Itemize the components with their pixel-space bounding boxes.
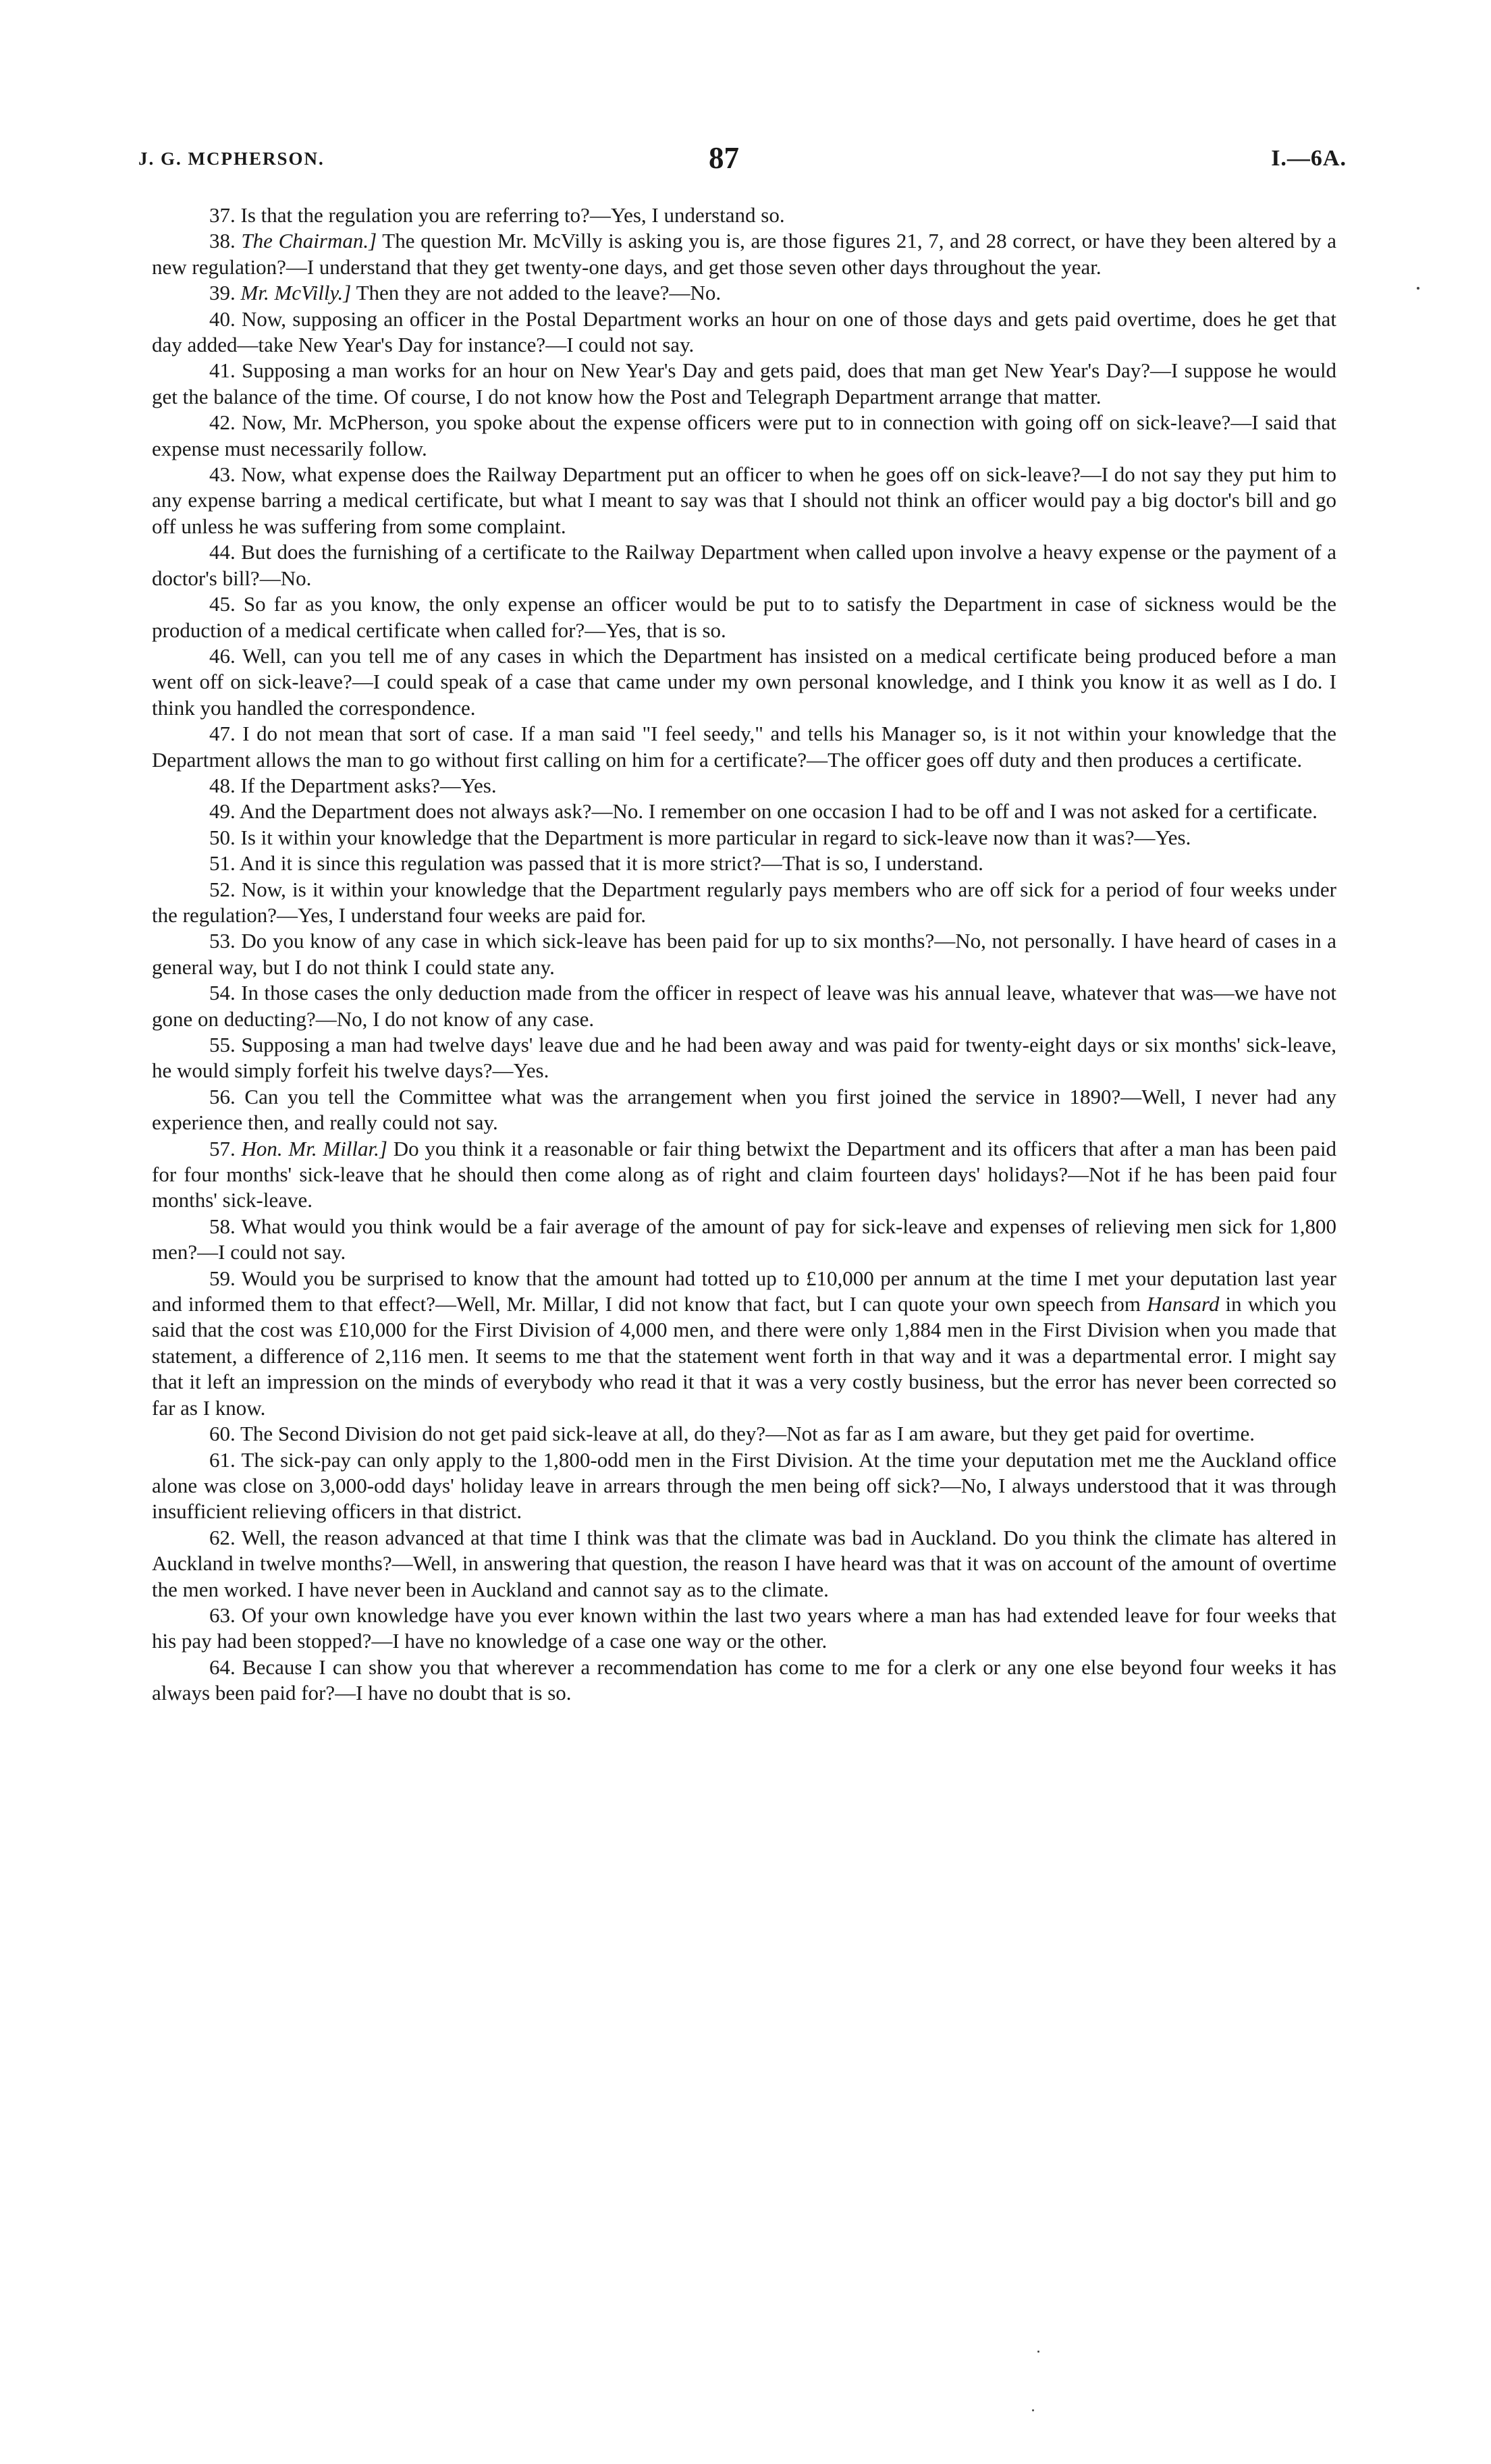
question-45: 45. So far as you know, the only expense an officer would be put to to satisfy the Department in case of sickness would be the production of a medical certificate when called for?—Yes, that is so. bbox=[152, 592, 1336, 642]
question-62: 62. Well, the reason advanced at that time I think was that the climate was bad in Auckland. Do you think the climate has altered in Auckland in twelve months?—Well, in answering that question, the reason I have heard was that it was on account of the amount of overtime the men worked. I have never been in Auckland and cannot say as to the climate. bbox=[152, 1525, 1336, 1601]
question-text: Then they are not added to the leave?—No. bbox=[351, 281, 722, 305]
question-41: 41. Supposing a man works for an hour on New Year's Day and gets paid, does that man get New Year's Day?—I suppose he would get the balance of the time. Of course, I do not know how the Post and Telegraph Department arrange that matter. bbox=[152, 358, 1336, 408]
question-text: Would you be surprised to know that the amount had totted up to £10,000 per annum at the time I met your deputation last year and informed them to that effect?—Well, Mr. Millar, I did not know that fact, but I can quote your own speech from bbox=[152, 1266, 1336, 1316]
question-39 bbox=[152, 280, 1336, 306]
question-48: 48. If the Department asks?—Yes. bbox=[209, 773, 497, 797]
question-64: 64. Because I can show you that wherever a recommendation has come to me for a clerk or any one else beyond four weeks it has always been paid for?—I have no doubt that is so. bbox=[152, 1655, 1336, 1705]
question-43: 43. Now, what expense does the Railway Department put an officer to when he goes off on sick-leave?—I do not say they put him to any expense barring a medical certificate, but what I meant to say was that I should not think an officer would pay a big doctor's bill and go off unless he was suffering from some complaint. bbox=[152, 462, 1336, 538]
question-52: 52. Now, is it within your knowledge that the Department regularly pays members who are off sick for a period of four weeks under the regulation?—Yes, I understand four weeks are paid for. bbox=[152, 877, 1336, 927]
question-55: 55. Supposing a man had twelve days' leave due and he had been away and was paid for twenty-eight days or six months' sick-leave, he would simply forfeit his twelve days?—Yes. bbox=[152, 1033, 1336, 1083]
question-58: 58. What would you think would be a fair average of the amount of pay for sick-leave and expenses of relieving men sick for 1,800 men?—I could not say. bbox=[152, 1214, 1336, 1264]
question-63: 63. Of your own knowledge have you ever known within the last two years where a man has had extended leave for four weeks that his pay had been stopped?—I have no knowledge of a case one way or the other. bbox=[152, 1603, 1336, 1653]
question-38 bbox=[152, 228, 1336, 280]
question-59 bbox=[152, 1266, 1336, 1421]
speaker-label: The Chairman.] bbox=[241, 229, 377, 253]
question-56: 56. Can you tell the Committee what was the arrangement when you first joined the service in 1890?—Well, I never had any experience then, and really could not say. bbox=[152, 1084, 1336, 1135]
question-61: 61. The sick-pay can only apply to the 1,800-odd men in the First Division. At the time your deputation met me the Auckland office alone was close on 3,000-odd days' holiday leave in arrears through the men being off sick?—No, I always understood that it was through insufficient relieving officers in that district. bbox=[152, 1447, 1336, 1524]
scan-speck bbox=[1037, 2351, 1039, 2353]
question-50: 50. Is it within your knowledge that the Department is more particular in regard to sick-leave now than it was?—Yes. bbox=[209, 825, 1191, 849]
question-47: 47. I do not mean that sort of case. If a man said "I feel seedy," and tells his Manager so, is it not within your knowledge that the Department allows the man to go without first calling on him for a certificate?—The officer goes off duty and then produces a certificate. bbox=[152, 722, 1336, 772]
question-number: 39. bbox=[209, 281, 236, 305]
page-number: 87 bbox=[709, 141, 739, 175]
witness-name: J. G. MCPHERSON. bbox=[138, 149, 325, 169]
question-51: 51. And it is since this regulation was passed that it is more strict?—That is so, I understand. bbox=[209, 851, 983, 876]
question-text: Do you think it a reasonable or fair thing betwixt the Department and its officers that after a man has been paid for four months' sick-leave that he should then come along as of right and claim fourteen days' holidays?—Not if he has been paid four months' sick-leave. bbox=[152, 1136, 1336, 1212]
question-46: 46. Well, can you tell me of any cases in which the Department has insisted on a medical certificate being produced before a man went off on sick-leave?—I could speak of a case that came under my own personal knowledge, and I think you know it as well as I do. I think you handled the correspondence. bbox=[152, 643, 1336, 720]
question-44: 44. But does the furnishing of a certificate to the Railway Department when called upon involve a heavy expense or the payment of a doctor's bill?—No. bbox=[152, 540, 1336, 590]
question-number: 38. bbox=[209, 229, 236, 253]
question-number: 59. bbox=[209, 1266, 236, 1290]
question-number: 57. bbox=[209, 1136, 236, 1160]
question-54: 54. In those cases the only deduction made from the officer in respect of leave was his annual leave, whatever that was—we have not gone on deducting?—No, I do not know of any case. bbox=[152, 981, 1336, 1031]
question-42: 42. Now, Mr. McPherson, you spoke about the expense officers were put to in connection with going off on sick-leave?—I said that expense must necessarily follow. bbox=[152, 410, 1336, 460]
question-49: 49. And the Department does not always ask?—No. I remember on one occasion I had to be off and I was not asked for a certificate. bbox=[209, 799, 1318, 824]
question-60: 60. The Second Division do not get paid sick-leave at all, do they?—Not as far as I am aware, but they get paid for overtime. bbox=[209, 1422, 1255, 1446]
question-40: 40. Now, supposing an officer in the Postal Department works an hour on one of those days and gets paid overtime, does he get that day added—take New Year's Day for instance?—I could not say. bbox=[152, 306, 1336, 357]
question-57 bbox=[152, 1136, 1336, 1214]
question-53: 53. Do you know of any case in which sick-leave has been paid for up to six months?—No, not personally. I have heard of cases in a general way, but I do not think I could state any. bbox=[152, 929, 1336, 979]
scan-speck bbox=[1417, 287, 1419, 290]
paper-reference: I.—6A. bbox=[1271, 146, 1347, 171]
speaker-label: Hon. Mr. Millar.] bbox=[241, 1136, 387, 1160]
speaker-label: Mr. McVilly.] bbox=[240, 281, 352, 305]
page-header bbox=[138, 140, 1347, 181]
question-text-continued: in which you said that the cost was £10,000 for the First Division of 4,000 men, and there were only 1,884 men in the First Division when you made that statement, a difference of 2,116 men. It seems to me that the statement went forth in that way and it was a departmental error. I might say that it left an impression on the minds of everybody who read it that it was a very costly business, but the error has never been corrected so far as I know. bbox=[152, 1292, 1337, 1420]
question-37: 37. Is that the regulation you are referring to?—Yes, I understand so. bbox=[209, 203, 785, 227]
hansard-reference: Hansard bbox=[1147, 1292, 1220, 1316]
question-text: The question Mr. McVilly is asking you is, are those figures 21, 7, and 28 correct, or have they been altered by a new regulation?—I understand that they get twenty-one days, and get those seven other days throughout the year. bbox=[152, 229, 1337, 279]
scan-speck bbox=[1032, 2409, 1034, 2411]
evidence-body bbox=[152, 203, 1336, 1707]
